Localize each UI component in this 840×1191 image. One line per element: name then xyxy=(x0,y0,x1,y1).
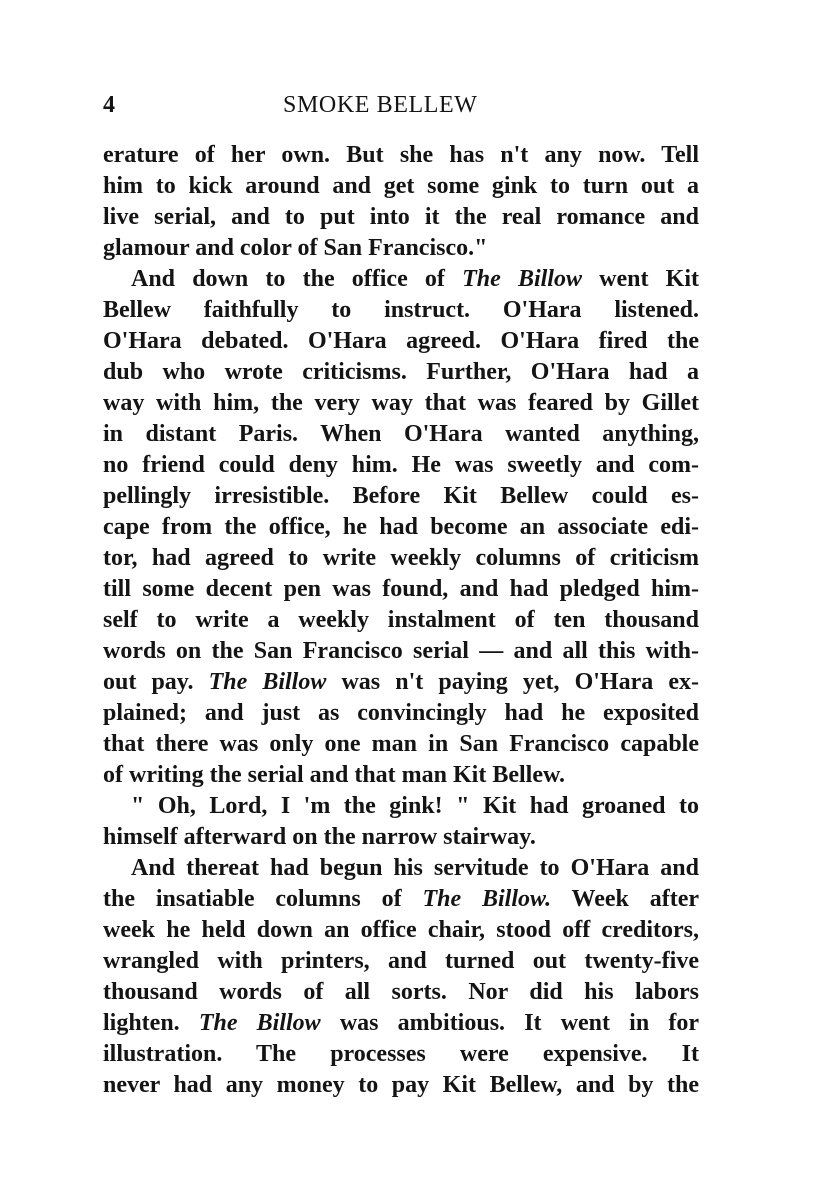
running-head: SMOKE BELLEW xyxy=(283,92,478,118)
text-line: that there was only one man in San Francisco capable xyxy=(103,731,699,757)
text-line: self to write a weekly instalment of ten thousand xyxy=(103,607,699,633)
text-line: words on the San Francisco serial — and all this with- xyxy=(103,638,699,664)
body-text xyxy=(103,140,699,1101)
page-number: 4 xyxy=(103,92,115,118)
text-line xyxy=(103,264,699,295)
italic-title: The Billow xyxy=(208,669,327,695)
text-segment: was ambitious. It went in for xyxy=(320,1010,699,1036)
text-line: pellingly irresistible. Before Kit Bellew could es- xyxy=(103,483,699,509)
text-segment: was n't paying yet, O'Hara ex- xyxy=(326,669,699,695)
text-line: of writing the serial and that man Kit Bellew. xyxy=(103,762,565,788)
text-segment: the insatiable columns of xyxy=(103,886,423,912)
text-line: never had any money to pay Kit Bellew, and by the xyxy=(103,1072,699,1098)
text-segment: lighten. xyxy=(103,1010,199,1036)
text-line: him to kick around and get some gink to turn out a xyxy=(103,173,699,199)
text-line: O'Hara debated. O'Hara agreed. O'Hara fired the xyxy=(103,328,699,354)
text-line: illustration. The processes were expensive. It xyxy=(103,1041,699,1067)
text-line: till some decent pen was found, and had pledged him- xyxy=(103,576,699,602)
text-line xyxy=(103,884,699,915)
italic-title: The Billow xyxy=(462,266,582,292)
text-segment: Week after xyxy=(551,886,699,912)
italic-title: The Billow. xyxy=(422,886,552,912)
text-line: in distant Paris. When O'Hara wanted anything, xyxy=(103,421,699,447)
text-line: wrangled with printers, and turned out twenty-five xyxy=(103,948,699,974)
text-line xyxy=(103,1008,699,1039)
text-line: glamour and color of San Francisco." xyxy=(103,235,488,261)
page-header xyxy=(103,92,703,126)
text-line: way with him, the very way that was feared by Gillet xyxy=(103,390,699,416)
text-line: erature of her own. But she has n't any now. Tell xyxy=(103,142,699,168)
italic-title: The Billow xyxy=(198,1010,321,1036)
text-line: tor, had agreed to write weekly columns of criticism xyxy=(103,545,699,571)
text-line: Bellew faithfully to instruct. O'Hara listened. xyxy=(103,297,699,323)
text-segment: went Kit xyxy=(581,266,699,292)
text-line: himself afterward on the narrow stairway. xyxy=(103,824,536,850)
text-line: cape from the office, he had become an associate edi- xyxy=(103,514,699,540)
text-line: thousand words of all sorts. Nor did his labors xyxy=(103,979,699,1005)
text-line xyxy=(103,667,699,698)
text-line: week he held down an office chair, stood off creditors, xyxy=(103,917,699,943)
text-line: And thereat had begun his servitude to O'Hara and xyxy=(131,855,699,881)
text-line: " Oh, Lord, I 'm the gink! " Kit had groaned to xyxy=(131,793,699,819)
text-segment: And down to the office of xyxy=(131,266,463,292)
text-segment: out pay. xyxy=(103,669,209,695)
text-line: dub who wrote criticisms. Further, O'Hara had a xyxy=(103,359,699,385)
text-line: no friend could deny him. He was sweetly and com- xyxy=(103,452,699,478)
text-line: live serial, and to put into it the real romance and xyxy=(103,204,699,230)
text-line: plained; and just as convincingly had he exposited xyxy=(103,700,699,726)
